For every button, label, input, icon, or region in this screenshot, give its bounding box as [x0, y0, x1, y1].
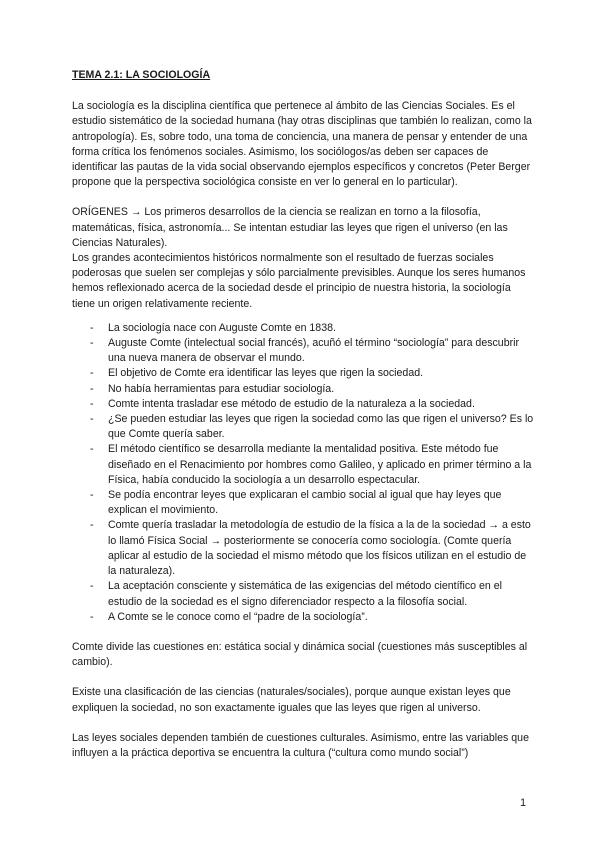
list-item: - El objetivo de Comte era identificar las leyes que rigen la sociedad. — [72, 366, 534, 381]
list-item: - Auguste Comte (intelectual social francés), acuñó el término “sociología” para descubrir una nueva manera de observar el mundo. — [72, 336, 534, 366]
cultural-paragraph: Las leyes sociales dependen también de cuestiones culturales. Asimismo, entre las variables que influyen a la práctica deportiva se encuentra la cultura (“cultura como mundo social”) — [72, 731, 529, 759]
spacer — [72, 716, 534, 731]
list-item: - A Comte se le conoce como el “padre de la sociología”. — [72, 610, 534, 625]
document-page — [72, 68, 534, 761]
list-item: - La aceptación consciente y sistemática de las exigencias del método científico en el estudio de la sociedad es el signo diferenciador respecto a la filosofía social. — [72, 579, 534, 609]
intro-paragraph: La sociología es la disciplina científica que pertenece al ámbito de las Ciencias Sociales. Es el estudio sistemático de la sociedad humana (hay otras disciplinas que también lo realizan, como la antropología). Es, sobre todo, una toma de conciencia, una manera de pensar y entender de una forma crítica los fenómenos sociales. Asimismo, los sociólogos/as deben ser capaces de identificar las pautas de la vida social observando ejemplos específicos y concretos (Peter Berger propone que la perspectiva sociológica consiste en ver lo general en lo particular). — [72, 100, 532, 189]
spacer — [72, 625, 534, 640]
list-item: - Se podía encontrar leyes que explicaran el cambio social al igual que hay leyes que explican el movimiento. — [72, 488, 534, 518]
document-title: TEMA 2.1: LA SOCIOLOGÍA — [72, 69, 211, 81]
list-item: - No había herramientas para estudiar sociología. — [72, 382, 534, 397]
spacer — [72, 670, 534, 685]
list-item: - Comte quería trasladar la metodología de estudio de la física a la de la sociedad → a esto lo llamó Física Social → posteriormente se conocería como sociología. (Comte quería aplicar al estudio de la sociedad el mismo método que los físicos utilizan en el estudio de la naturaleza). — [72, 518, 534, 579]
list-item: - El método científico se desarrolla mediante la mentalidad positiva. Este método fue diseñado en el Renacimiento por hombres como Galileo, y aplicado en primer término a la Física, había conducido la sociología a un desarrollo espectacular. — [72, 442, 534, 488]
static-dynamic-paragraph: Comte divide las cuestiones en: estática social y dinámica social (cuestiones más susceptibles al cambio). — [72, 640, 528, 669]
list-item: - La sociología nace con Auguste Comte en 1838. — [72, 321, 534, 336]
page-number: 1 — [520, 797, 526, 809]
comte-bullet-list — [72, 321, 534, 625]
classification-paragraph: Existe una clasificación de las ciencias (naturales/sociales), porque aunque existan leyes que expliquen la sociedad, no son exactamente iguales que las leyes que rigen al universo. — [72, 686, 511, 714]
list-item: - Comte intenta trasladar ese método de estudio de la naturaleza a la sociedad. — [72, 397, 534, 412]
spacer — [72, 190, 534, 205]
historical-paragraph: Los grandes acontecimientos históricos normalmente son el resultado de fuerzas sociales poderosas que suelen ser complejas y sólo parcialmente previsibles. Aunque los seres humanos hemos reflexionado acerca de la sociedad desde el principio de nuestra historia, la sociología tiene un origen relativamente reciente. — [72, 252, 526, 310]
list-item: - ¿Se pueden estudiar las leyes que rigen la sociedad como las que rigen el universo? Es lo que Comte quería saber. — [72, 412, 534, 442]
origins-paragraph: ORÍGENES → Los primeros desarrollos de la ciencia se realizan en torno a la filosofía, matemáticas, física, astronomía... Se intentan estudiar las leyes que rigen el universo (en las Ciencias Naturales). — [72, 206, 508, 249]
